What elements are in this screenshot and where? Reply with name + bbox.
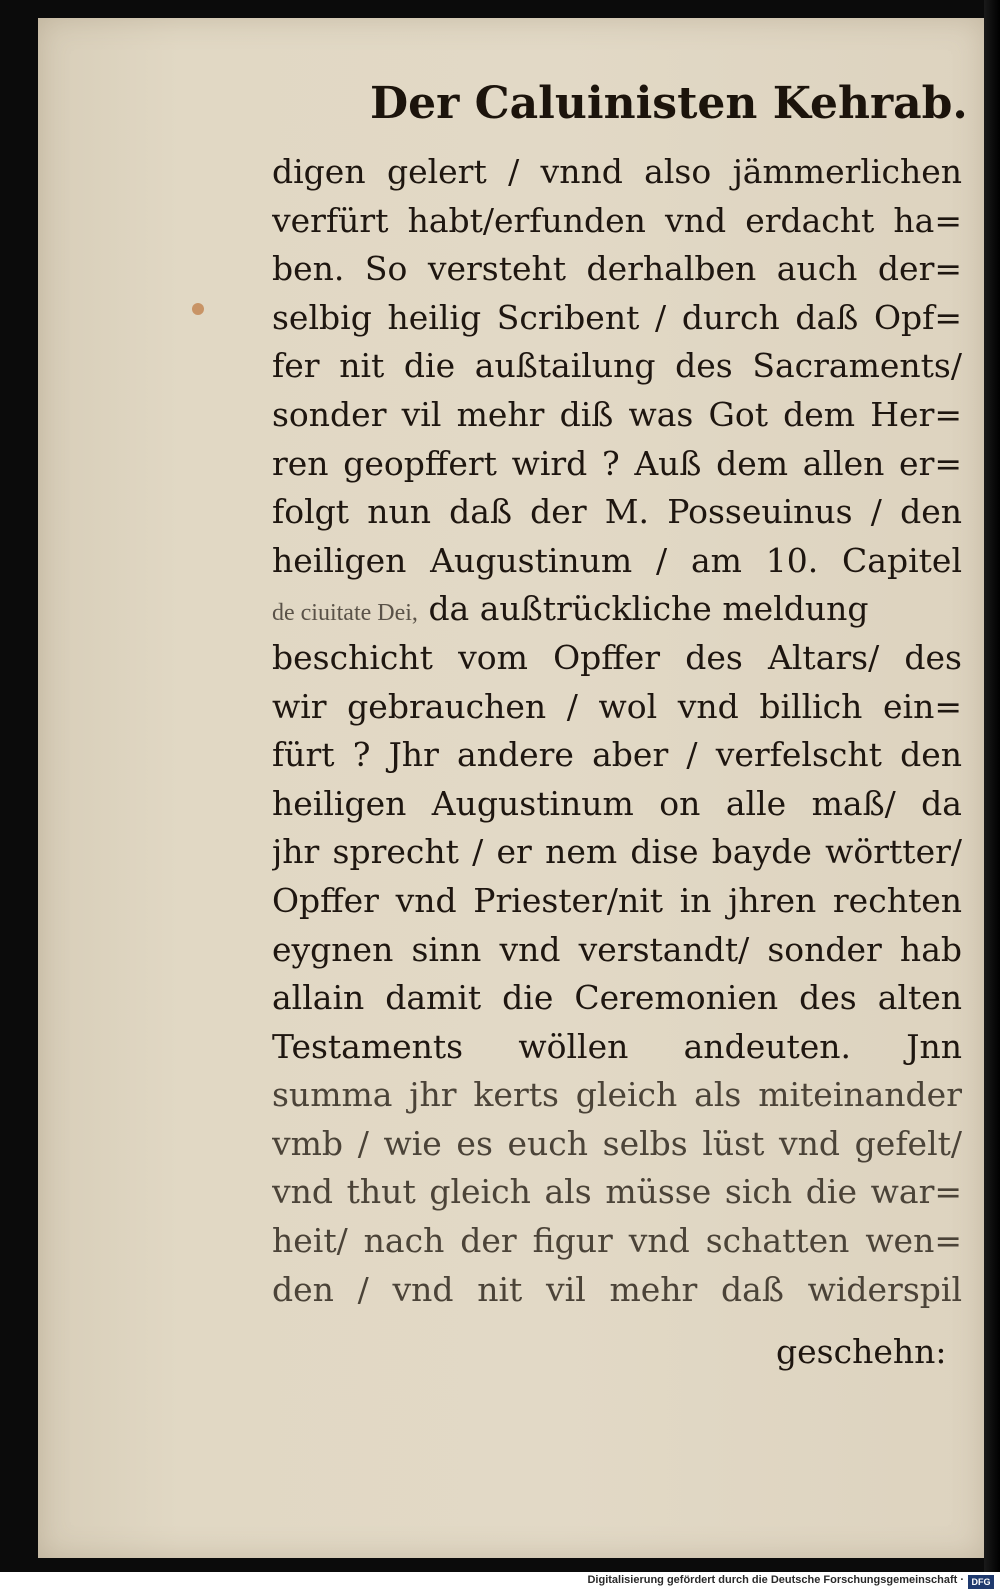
text-block [272,148,962,1314]
dfg-logo-icon: DFG [968,1575,994,1589]
latin-line-rest: da außtrückliche meldung [428,589,869,629]
text-line-7: ren geopffert wird ? Auß dem allen er= [272,443,962,483]
text-line-19: Testaments wöllen andeuten. Jnn [272,1026,962,1066]
text-line-17: eygnen sinn vnd verstandt/ sonder hab [272,929,962,969]
text-line-1: digen gelert / vnnd also jämmerlichen [272,152,962,191]
text-line-2: verfürt habt/erfunden vnd erdacht ha= [272,200,962,240]
funding-notice: Digitalisierung gefördert durch die Deutsche Forschungsgemeinschaft · [587,1574,964,1586]
text-line-14: heiligen Augustinum on alle maß/ da [272,783,962,823]
text-line-4: selbig heilig Scribent / durch daß Opf= [272,297,962,337]
text-line-21: vmb / wie es euch selbs lüst vnd gefelt/ [272,1123,962,1163]
text-line-15: jhr sprecht / er nem dise bayde wörtter/ [272,832,962,872]
page-stain [192,303,204,315]
text-line-10 [272,585,962,634]
text-line-3: ben. So versteht derhalben auch der= [272,249,962,289]
text-line-20: summa jhr kerts gleich als miteinander [272,1075,962,1115]
text-line-11: beschicht vom Opffer des Altars/ des [272,637,962,677]
running-head: Der Caluinisten Kehrab. [370,78,968,129]
text-line-5: fer nit die außtailung des Sacraments/ [272,346,962,386]
text-line-24: den / vnd nit vil mehr daß widerspil [272,1269,962,1309]
text-line-9: heiligen Augustinum / am 10. Capitel [272,540,962,580]
text-line-16: Opffer vnd Priester/nit in jhren rechten [272,880,962,920]
text-line-8: folgt nun daß der M. Posseuinus / den [272,492,962,532]
text-line-23: heit/ nach der figur vnd schatten wen= [272,1221,962,1261]
text-line-22: vnd thut gleich als müsse sich die war= [272,1172,962,1212]
text-line-13: fürt ? Jhr andere aber / verfelscht den [272,735,962,775]
latin-phrase: de ciuitate Dei, [272,600,418,627]
footer-bar [0,1572,1000,1593]
text-line-6: sonder vil mehr diß was Got dem Her= [272,394,962,434]
text-line-12: wir gebrauchen / wol vnd billich ein= [272,686,962,726]
spine-edge [984,0,1000,1593]
catchword: geschehn: [776,1332,947,1371]
text-line-18: allain damit die Ceremonien des alten [272,978,962,1018]
